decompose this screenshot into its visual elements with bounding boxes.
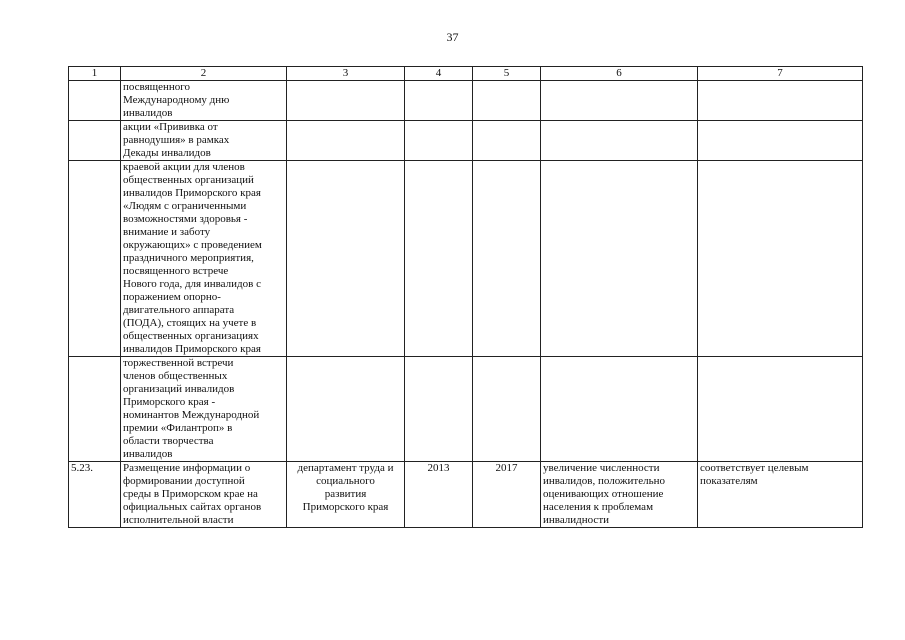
cell-activity [121,161,287,357]
cell-end-year [473,81,541,121]
indicator-line: соответствует целевым [700,462,809,474]
cell-number [69,462,121,528]
activity-line: общественных организациях [123,330,259,342]
column-header-2: 2 [121,67,287,81]
cell-number [69,121,121,161]
cell-executor [287,357,405,462]
activity-line: инвалидов [123,107,173,119]
activity-line: Международному дню [123,94,230,106]
cell-end-year [473,357,541,462]
table-row [69,161,863,357]
activity-line: посвященного встрече [123,265,229,277]
activity-line: внимание и заботу [123,226,211,238]
cell-executor [287,462,405,528]
table-row [69,121,863,161]
activity-line: инвалидов Приморского края [123,187,261,199]
column-header-4: 4 [405,67,473,81]
indicator-line: показателям [700,475,758,487]
cell-activity [121,121,287,161]
column-header-3: 3 [287,67,405,81]
page-number: 37 [446,30,459,44]
result-line: оценивающих отношение [543,488,664,500]
table-row [69,357,863,462]
header-row [69,67,863,81]
column-header-7: 7 [698,67,863,81]
cell-number [69,357,121,462]
cell-end-year [473,462,541,528]
activity-line: «Людям с ограниченными [123,200,247,212]
result-line: инвалидов, положительно [543,475,665,487]
activity-line: Нового года, для инвалидов с [123,278,261,290]
column-header-5: 5 [473,67,541,81]
activity-line: окружающих» с проведением [123,239,262,251]
activity-line: организаций инвалидов [123,383,235,395]
cell-activity [121,81,287,121]
cell-indicator [698,81,863,121]
item-number: 5.23. [71,462,93,474]
result-line: увеличение численности [543,462,660,474]
cell-start-year [405,81,473,121]
activity-line: среды в Приморском крае на [123,488,258,500]
activity-line: номинантов Международной [123,409,260,421]
cell-indicator [698,121,863,161]
cell-result [541,81,698,121]
activity-line: премии «Филантроп» в [123,422,233,434]
activity-line: торжественной встречи [123,357,234,369]
executor-line: Приморского края [302,501,389,513]
cell-start-year [405,161,473,357]
cell-indicator [698,462,863,528]
cell-result [541,462,698,528]
executor-line: департамент труда и [297,462,394,474]
cell-end-year [473,161,541,357]
cell-activity [121,462,287,528]
activity-line: инвалидов [123,448,173,460]
cell-indicator [698,161,863,357]
activity-line: двигательного аппарата [123,304,235,316]
cell-end-year [473,121,541,161]
activity-line: посвященного [123,81,191,93]
column-header-6: 6 [541,67,698,81]
activity-line: официальных сайтах органов [123,501,262,513]
executor-line: социального [316,475,375,487]
column-header-1: 1 [69,67,121,81]
program-table [68,66,863,528]
cell-executor [287,161,405,357]
activity-line: Декады инвалидов [123,147,211,159]
activity-line: возможностями здоровья - [123,213,248,225]
table-row [69,81,863,121]
cell-start-year [405,462,473,528]
activity-line: формировании доступной [123,475,245,487]
cell-result [541,357,698,462]
cell-result [541,121,698,161]
activity-line: равнодушия» в рамках [123,134,230,146]
end-year: 2017 [495,462,518,474]
activity-line: Приморского края - [123,396,216,408]
cell-activity [121,357,287,462]
activity-line: поражением опорно- [123,291,221,303]
cell-executor [287,121,405,161]
cell-start-year [405,121,473,161]
table-row [69,462,863,528]
cell-executor [287,81,405,121]
activity-line: области творчества [123,435,214,447]
activity-line: акции «Прививка от [123,121,218,133]
cell-indicator [698,357,863,462]
result-line: инвалидности [543,514,610,526]
activity-line: членов общественных [123,370,228,382]
activity-line: краевой акции для членов [123,161,245,173]
result-line: населения к проблемам [543,501,654,513]
activity-line: исполнительной власти [123,514,234,526]
executor-line: развития [324,488,367,500]
activity-line: (ПОДА), стоящих на учете в [123,317,257,329]
cell-result [541,161,698,357]
activity-line: Размещение информации о [123,462,251,474]
activity-line: праздничного мероприятия, [123,252,254,264]
start-year: 2013 [427,462,450,474]
activity-line: инвалидов Приморского края [123,343,261,355]
activity-line: общественных организаций [123,174,254,186]
cell-start-year [405,357,473,462]
cell-number [69,81,121,121]
cell-number [69,161,121,357]
